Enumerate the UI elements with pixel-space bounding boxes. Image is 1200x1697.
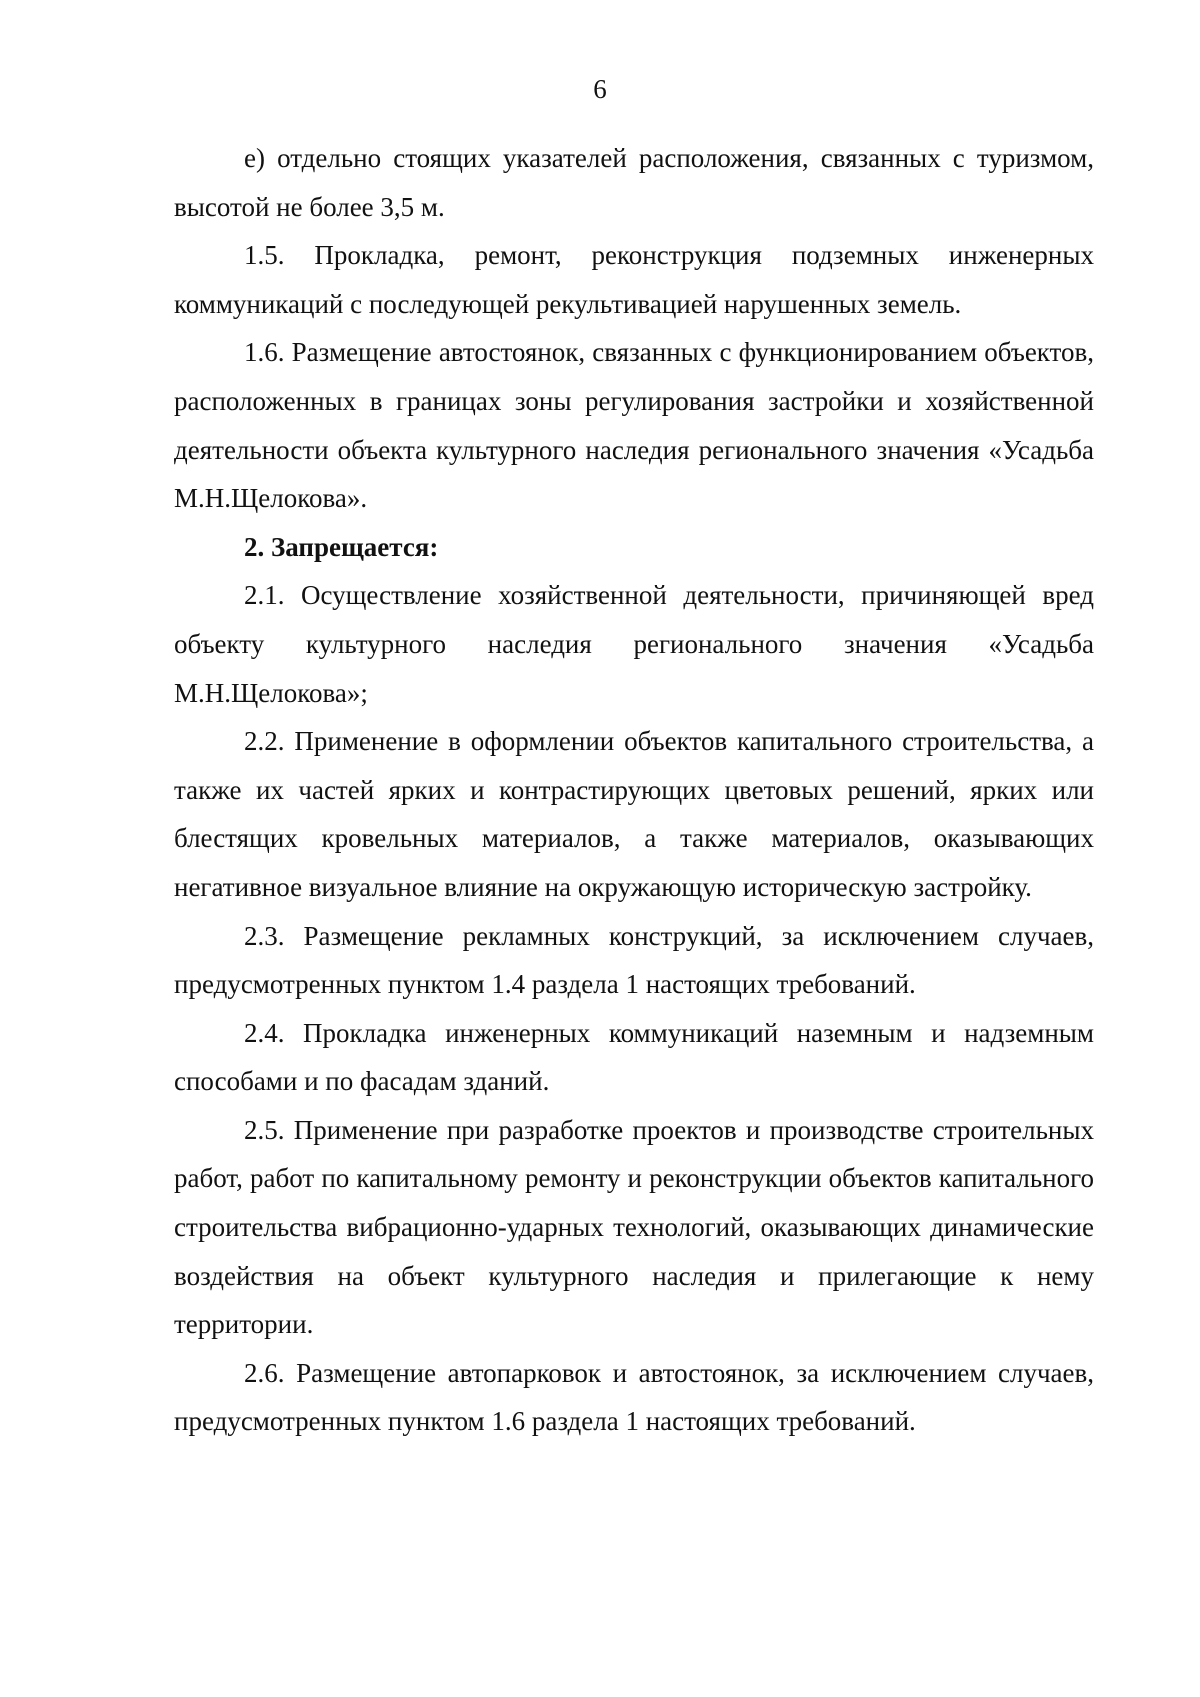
paragraph-2-6: 2.6. Размещение автопарковок и автостоянок, за исключением случаев, предусмотренных пунктом 1.6 раздела 1 настоящих требований. [174,1357,1094,1437]
paragraph-2-2: 2.2. Применение в оформлении объектов капитального строительства, а также их частей ярких и контрастирующих цветовых решений, ярких или блестящих кровельных материалов, а также материалов, оказывающих негативное визуальное влияние на окружающую историческую застройку. [174,726,1094,902]
paragraph-2-4: 2.4. Прокладка инженерных коммуникаций наземным и надземным способами и по фасадам зданий. [174,1017,1094,1097]
paragraph-2-5: 2.5. Применение при разработке проектов и производстве строительных работ, работ по капитальному ремонту и реконструкции объектов капитального строительства вибрационно-ударных технологий, оказывающих динамические воздействия на объект культурного наследия и прилегающие к нему территории. [174,1114,1094,1340]
paragraph-1-5: 1.5. Прокладка, ремонт, реконструкция подземных инженерных коммуникаций с последующей рекультивацией нарушенных земель. [174,240,1094,319]
document-body [174,134,1094,1446]
paragraph-2-3: 2.3. Размещение рекламных конструкций, за исключением случаев, предусмотренных пунктом 1.4 раздела 1 настоящих требований. [174,920,1094,1000]
section-heading-2: 2. Запрещается: [244,531,439,562]
paragraph-e: е) отдельно стоящих указателей расположения, связанных с туризмом, высотой не более 3,5 м. [174,143,1094,222]
paragraph-1-6: 1.6. Размещение автостоянок, связанных с функционированием объектов, расположенных в границах зоны регулирования застройки и хозяйственной деятельности объекта культурного наследия регионального значения «Усадьба М.Н.Щелокова». [174,337,1094,514]
page-number: 6 [593,74,607,104]
paragraph-2-1: 2.1. Осуществление хозяйственной деятельности, причиняющей вред объекту культурного наследия регионального значения «Усадьба М.Н.Щелокова»; [174,580,1094,708]
